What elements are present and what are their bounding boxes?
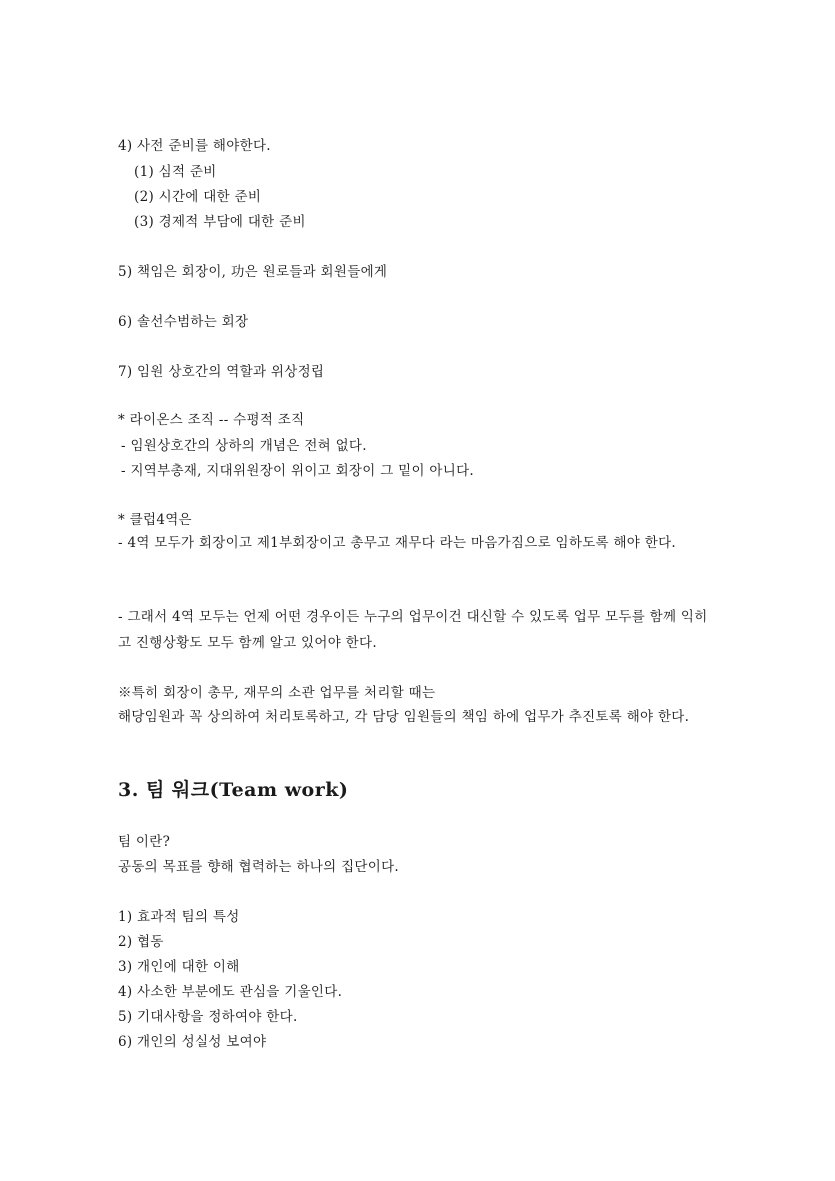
list-item: (1) 심적 준비 bbox=[134, 164, 217, 180]
list-item: (2) 시간에 대한 준비 bbox=[134, 189, 262, 205]
section-6-title: 6) 솔선수범하는 회장 bbox=[118, 314, 249, 330]
club-paragraph-2: - 그래서 4역 모두는 언제 어떤 경우이든 누구의 업무이건 대신할 수 있도록 업무 모두를 함께 익히고 진행상황도 모두 함께 알고 있어야 한다. bbox=[118, 609, 708, 651]
list-item: 3) 개인에 대한 이해 bbox=[118, 959, 240, 975]
note-line-2: 해당임원과 꼭 상의하여 처리토록하고, 각 담당 임원들의 책임 하에 업무가 추진토록 해야 한다. bbox=[118, 709, 690, 725]
team-question: 팀 이란? bbox=[118, 834, 171, 850]
club-officers-title: * 클럽4역은 bbox=[118, 512, 192, 528]
list-item: - 임원상호간의 상하의 개념은 전혀 없다. bbox=[121, 438, 367, 454]
lions-organization-title: * 라이온스 조직 -- 수평적 조직 bbox=[118, 412, 305, 428]
section-5-title: 5) 책임은 회장이, 功은 원로들과 회원들에게 bbox=[118, 264, 388, 280]
team-definition: 공동의 목표를 향해 협력하는 하나의 집단이다. bbox=[118, 859, 400, 875]
section-7-title: 7) 임원 상호간의 역할과 위상정립 bbox=[118, 364, 325, 380]
list-item: - 지역부총재, 지대위원장이 위이고 회장이 그 밑이 아니다. bbox=[121, 463, 475, 479]
list-item: 6) 개인의 성실성 보여야 bbox=[118, 1034, 267, 1050]
list-item: (3) 경제적 부담에 대한 준비 bbox=[134, 214, 306, 230]
list-item: 5) 기대사항을 정하여야 한다. bbox=[118, 1009, 298, 1025]
list-item: 2) 협동 bbox=[118, 934, 164, 950]
club-paragraph-1: - 4역 모두가 회장이고 제1부회장이고 총무고 재무다 라는 마음가짐으로 임하도록 해야 한다. bbox=[118, 535, 677, 551]
section-heading-team-work: 3. 팀 워크(Team work) bbox=[118, 779, 349, 801]
note-line-1: ※특히 회장이 총무, 재무의 소관 업무를 처리할 때는 bbox=[118, 685, 436, 701]
list-item: 1) 효과적 팀의 특성 bbox=[118, 909, 240, 925]
section-4-title: 4) 사전 준비를 해야한다. bbox=[118, 138, 271, 154]
list-item: 4) 사소한 부분에도 관심을 기울인다. bbox=[118, 984, 343, 1000]
